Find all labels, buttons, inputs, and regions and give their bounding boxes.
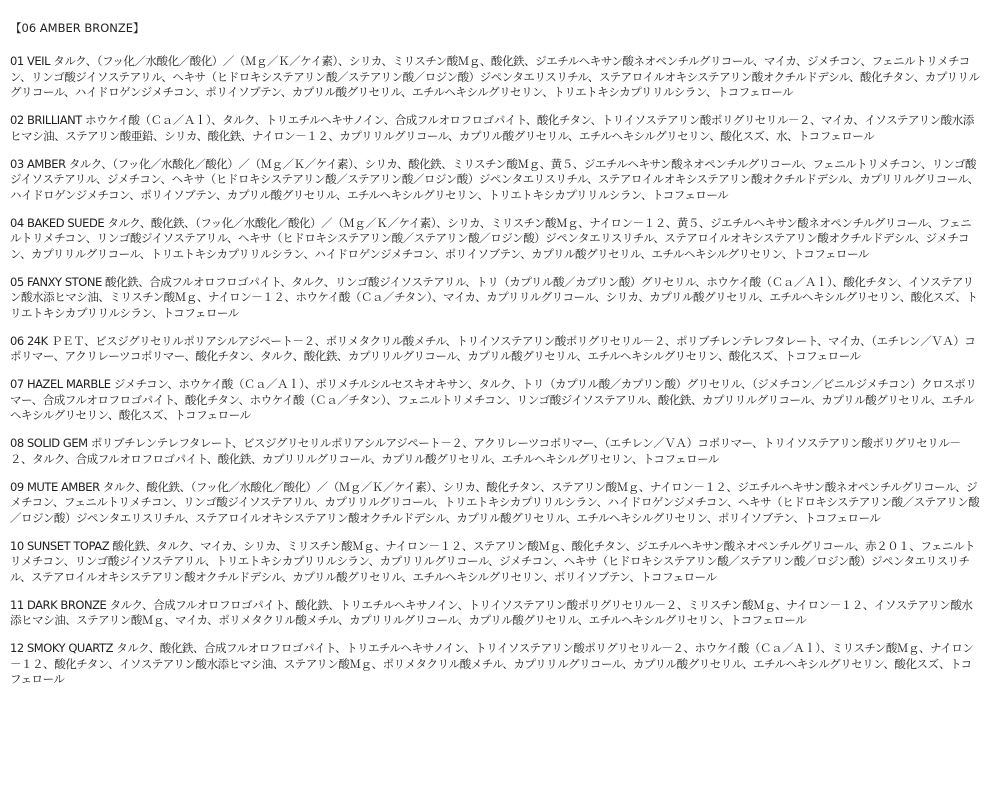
shade-name: 12 SMOKY QUARTZ — [10, 641, 114, 655]
ingredient-entry — [10, 641, 982, 688]
ingredient-text: 酸化鉄、合成フルオロフロゴパイト、タルク、リンゴ酸ジイソステアリル、トリ（カプリル酸／カプリン酸）グリセリル、ホウケイ酸（Ｃａ／Ａｌ）、酸化チタン、イソステアリン酸水添ヒマシ油、ミリスチン酸Ｍｇ、ナイロン－１２、ホウケイ酸（Ｃａ／チタン）、マイカ、カプリリルグリコール、シリカ、カプリル酸グリセリル、エチルヘキシルグリセリン、酸化スズ、トリエトキシカプリリルシラン、トコフェロール — [10, 274, 978, 320]
ingredient-text: ＰＥＴ、ビスジグリセリルポリアシルアジペート－２、ポリメタクリル酸メチル、トリイソステアリン酸ポリグリセリル－２、ポリブチレンテレフタレート、マイカ、（エチレン／ＶＡ）コポリマー、アクリレーツコポリマー、酸化チタン、タルク、酸化鉄、カプリリルグリコール、カプリル酸グリセリル、エチルヘキシルグリセリン、酸化スズ、トコフェロール — [10, 333, 976, 363]
ingredient-text: タルク、（フッ化／水酸化／酸化）／（Ｍｇ／Ｋ／ケイ素）、シリカ、ミリスチン酸Ｍｇ、酸化鉄、ジエチルヘキサン酸ネオペンチルグリコール、マイカ、ジメチコン、フェニルトリメチコン、リンゴ酸ジイソステアリル、ヘキサ（ヒドロキシステアリン酸／ステアリン酸／ロジン酸）ジペンタエリスリチル、ステアロイルオキシステアリン酸オクチルドデシル、酸化チタン、カプリリルグリコール、ハイドロゲンジメチコン、ポリイソブテン、カプリル酸グリセリル、エチルヘキシルグリセリン、トリエトキシカプリリルシラン、トコフェロール — [10, 54, 980, 99]
ingredient-entry — [10, 113, 982, 144]
ingredient-text: タルク、（フッ化／水酸化／酸化）／（Ｍｇ／Ｋ／ケイ素）、シリカ、酸化鉄、ミリスチン酸Ｍｇ、黄５、ジエチルヘキサン酸ネオペンチルグリコール、フェニルトリメチコン、リンゴ酸ジイソステアリル、ジメチコン、ヘキサ（ヒドロキシステアリン酸／ステアリン酸／ロジン酸）ジペンタエリスリチル、ステアロイルオキシステアリン酸オクチルドデシル、カプリリルグリコール、ハイドロゲンジメチコン、ポリイソブテン、カプリル酸グリセリル、エチルヘキシルグリセリン、トリエトキシカプリリルシラン、トコフェロール — [10, 156, 979, 202]
ingredient-entry — [10, 275, 982, 322]
ingredient-text: タルク、酸化鉄、（フッ化／水酸化／酸化）／（Ｍｇ／Ｋ／ケイ素）、シリカ、酸化チタン、ステアリン酸Ｍｇ、ナイロン－１２、ジエチルヘキサン酸ネオペンチルグリコール、ジメチコン、フェニルトリメチコン、リンゴ酸ジイソステアリル、カプリリルグリコール、トリエトキシカプリリルシラン、ハイドロゲンジメチコン、ヘキサ（ヒドロキシステアリン酸／ステアリン酸／ロジン酸）ジペンタエリスリチル、ステアロイルオキシステアリン酸オクチルドデシル、カプリル酸グリセリル、エチルヘキシルグリセリン、ポリイソブテン、トコフェロール — [10, 479, 980, 525]
shade-name: 03 AMBER — [10, 156, 66, 171]
ingredient-entry — [10, 54, 982, 101]
ingredient-text: ジメチコン、ホウケイ酸（Ｃａ／Ａｌ）、ポリメチルシルセスキオキサン、タルク、トリ（カプリル酸／カプリン酸）グリセリル、（ジメチコン／ビニルジメチコン）クロスポリマー、合成フルオロフロゴパイト、酸化チタン、ホウケイ酸（Ｃａ／チタン）、フェニルトリメチコン、リンゴ酸ジイソステアリル、酸化鉄、カプリリルグリコール、カプリル酸グリセリル、エチルヘキシルグリセリン、酸化スズ、トコフェロール — [10, 377, 977, 422]
ingredient-text: ポリブチレンテレフタレート、ビスジグリセリルポリアシルアジペート－２、アクリレーツコポリマー、（エチレン／ＶＡ）コポリマー、トリイソステアリン酸ポリグリセリル－２、タルク、合成フルオロフロゴパイト、酸化鉄、カプリリルグリコール、カプリル酸グリセリル、エチルヘキシルグリセリン、トコフェロール — [10, 436, 961, 466]
ingredient-entry — [10, 157, 982, 204]
shade-name: 05 FANXY STONE — [10, 274, 102, 289]
shade-name: 02 BRILLIANT — [10, 113, 82, 127]
ingredient-text: タルク、酸化鉄、（フッ化／水酸化／酸化）／（Ｍｇ／Ｋ／ケイ素）、シリカ、ミリスチン酸Ｍｇ、ナイロン－１２、黄５、ジエチルヘキサン酸ネオペンチルグリコール、フェニルトリメチコン、リンゴ酸ジイソステアリル、ヘキサ（ヒドロキシステアリン酸／ステアリン酸／ロジン酸）ジペンタエリスリチル、ステアロイルオキシステアリン酸オクチルドデシル、ジメチコン、カプリリルグリコール、トリエトキシカプリリルシラン、ハイドロゲンジメチコン、ポリイソブテン、カプリル酸グリセリル、エチルヘキシルグリセリン、トコフェロール — [10, 215, 972, 261]
shade-name: 07 HAZEL MARBLE — [10, 377, 111, 391]
ingredient-text: 酸化鉄、タルク、マイカ、シリカ、ミリスチン酸Ｍｇ、ナイロン－１２、ステアリン酸Ｍｇ、酸化チタン、ジエチルヘキサン酸ネオペンチルグリコール、赤２０１、フェニルトリメチコン、リンゴ酸ジイソステアリル、トリエトキシカプリリルシラン、カプリリルグリコール、ジメチコン、ヘキサ（ヒドロキシステアリン酸／ステアリン酸／ロジン酸）ジペンタエリスリチル、ステアロイルオキシステアリン酸オクチルドデシル、カプリル酸グリセリル、エチルヘキシルグリセリン、ポリイソブテン、トコフェロール — [10, 538, 976, 584]
shade-name: 11 DARK BRONZE — [10, 597, 107, 612]
ingredient-entry — [10, 539, 982, 586]
shade-name: 08 SOLID GEM — [10, 436, 88, 450]
shade-name: 04 BAKED SUEDE — [10, 215, 105, 230]
ingredient-entry — [10, 216, 982, 263]
shade-name: 09 MUTE AMBER — [10, 479, 100, 494]
ingredient-entry — [10, 334, 982, 365]
ingredient-entry — [10, 436, 982, 467]
ingredient-entry — [10, 377, 982, 424]
document-title: 【06 AMBER BRONZE】 — [10, 21, 145, 35]
shade-name: 10 SUNSET TOPAZ — [10, 538, 110, 553]
shade-name: 06 24K — [10, 333, 48, 348]
shade-name: 01 VEIL — [10, 54, 51, 68]
ingredient-entry — [10, 598, 982, 629]
ingredient-text: タルク、酸化鉄、合成フルオロフロゴパイト、トリエチルヘキサノイン、トリイソステアリン酸ポリグリセリル－２、ホウケイ酸（Ｃａ／Ａｌ）、ミリスチン酸Ｍｇ、ナイロン－１２、酸化チタン、イソステアリン酸水添ヒマシ油、ステアリン酸Ｍｇ、ポリメタクリル酸メチル、カプリリルグリコール、カプリル酸グリセリル、エチルヘキシルグリセリン、酸化スズ、トコフェロール — [10, 641, 974, 686]
ingredient-text: ホウケイ酸（Ｃａ／Ａｌ）、タルク、トリエチルヘキサノイン、合成フルオロフロゴパイト、酸化チタン、トリイソステアリン酸ポリグリセリル－２、マイカ、イソステアリン酸水添ヒマシ油、ステアリン酸亜鉛、シリカ、酸化鉄、ナイロン－１２、カプリリルグリコール、カプリル酸グリセリル、エチルヘキシルグリセリン、酸化スズ、水、トコフェロール — [10, 113, 974, 143]
ingredient-entry — [10, 480, 982, 527]
ingredient-text: タルク、合成フルオロフロゴパイト、酸化鉄、トリエチルヘキサノイン、トリイソステアリン酸ポリグリセリル－２、ミリスチン酸Ｍｇ、ナイロン－１２、イソステアリン酸水添ヒマシ油、ステアリン酸Ｍｇ、マイカ、ポリメタクリル酸メチル、カプリリルグリコール、カプリル酸グリセリル、エチルヘキシルグリセリン、トコフェロール — [10, 597, 973, 627]
ingredient-document — [10, 20, 982, 700]
ingredient-list — [10, 54, 982, 688]
